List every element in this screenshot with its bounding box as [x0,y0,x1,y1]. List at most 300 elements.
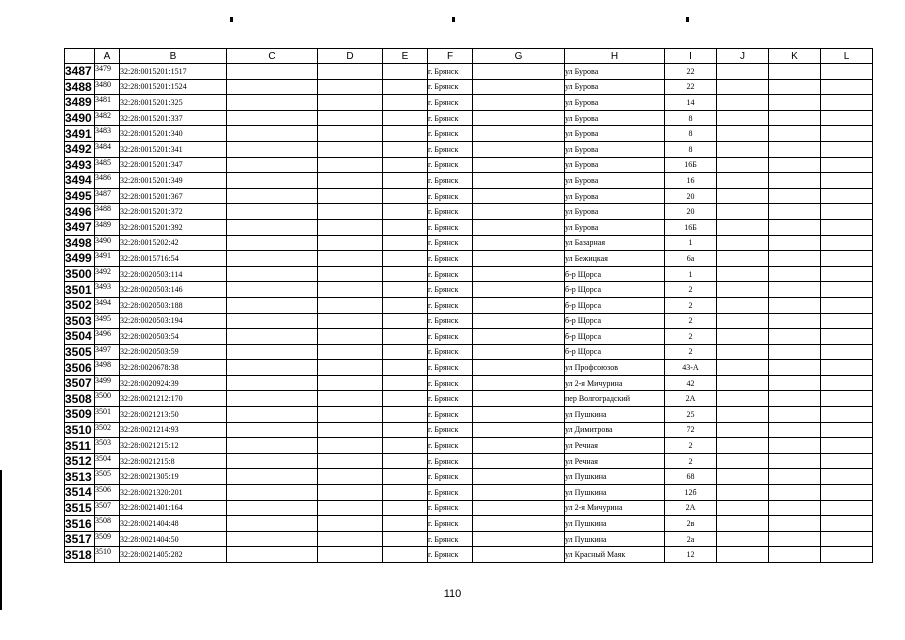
cell-i: 1 [665,235,717,251]
cell-e [383,329,428,345]
row-number: 3517 [65,531,95,547]
column-header-f: F [428,49,473,64]
cell-h: ул Речная [565,438,665,454]
table-row [65,251,873,267]
table-row [65,79,873,95]
row-number: 3497 [65,219,95,235]
cell-c [227,282,318,298]
table-row [65,344,873,360]
corner-cell [65,49,95,64]
cell-d [318,235,383,251]
table-row [65,282,873,298]
cell-k [769,547,821,563]
cell-g [473,375,565,391]
cell-j [717,110,769,126]
row-number: 3508 [65,391,95,407]
cell-j [717,531,769,547]
cell-e [383,110,428,126]
cell-b: 32:28:0020503:59 [120,344,227,360]
cell-l [821,157,873,173]
cell-j [717,188,769,204]
cell-i: 2а [665,531,717,547]
cell-i: 43-А [665,360,717,376]
cell-b: 32:28:0021214:93 [120,422,227,438]
cell-l [821,79,873,95]
cell-e [383,344,428,360]
row-number: 3501 [65,282,95,298]
cell-h: ул 2-я Мичурина [565,375,665,391]
cell-k [769,344,821,360]
cell-f: г. Брянск [428,469,473,485]
cell-a: 3492 [95,266,120,282]
cell-g [473,126,565,142]
column-header-h: H [565,49,665,64]
cell-g [473,204,565,220]
cell-g [473,79,565,95]
cell-c [227,297,318,313]
row-number: 3503 [65,313,95,329]
cell-d [318,79,383,95]
cell-d [318,500,383,516]
cell-c [227,157,318,173]
cell-g [473,173,565,189]
cell-f: г. Брянск [428,173,473,189]
cell-g [473,469,565,485]
cell-j [717,251,769,267]
cell-e [383,266,428,282]
row-number: 3495 [65,188,95,204]
cell-k [769,266,821,282]
cell-l [821,485,873,501]
cell-i: 16Б [665,157,717,173]
cell-b: 32:28:0020503:194 [120,313,227,329]
cell-j [717,360,769,376]
cell-h: ул Бурова [565,141,665,157]
cell-i: 16Б [665,219,717,235]
cell-k [769,251,821,267]
cell-k [769,485,821,501]
cell-d [318,95,383,111]
cell-a: 3500 [95,391,120,407]
cell-f: г. Брянск [428,282,473,298]
cell-g [473,219,565,235]
cell-h: ул Пушкина [565,516,665,532]
cell-g [473,141,565,157]
cell-h: б-р Щорса [565,344,665,360]
cell-b: 32:28:0020503:146 [120,282,227,298]
cell-i: 22 [665,64,717,80]
cell-a: 3481 [95,95,120,111]
cell-k [769,235,821,251]
mark-dot-1 [230,17,233,22]
cell-k [769,375,821,391]
cell-j [717,391,769,407]
cell-b: 32:28:0021320:201 [120,485,227,501]
cell-b: 32:28:0015201:372 [120,204,227,220]
column-header-c: C [227,49,318,64]
table-row [65,438,873,454]
cell-a: 3508 [95,516,120,532]
cell-e [383,64,428,80]
table-row [65,188,873,204]
cell-e [383,157,428,173]
column-header-row [65,49,873,64]
cell-i: 20 [665,188,717,204]
cell-j [717,469,769,485]
cell-d [318,375,383,391]
cell-i: 12б [665,485,717,501]
cell-c [227,391,318,407]
row-number: 3505 [65,344,95,360]
cell-g [473,313,565,329]
row-number: 3493 [65,157,95,173]
cell-l [821,235,873,251]
cell-e [383,531,428,547]
cell-h: ул Пушкина [565,407,665,423]
cell-a: 3507 [95,500,120,516]
table-row [65,407,873,423]
cell-e [383,547,428,563]
cell-a: 3487 [95,188,120,204]
column-header-l: L [821,49,873,64]
row-number: 3490 [65,110,95,126]
cell-d [318,297,383,313]
column-header-k: K [769,49,821,64]
cell-c [227,173,318,189]
cell-b: 32:28:0021401:164 [120,500,227,516]
cell-d [318,64,383,80]
cell-l [821,547,873,563]
row-number: 3518 [65,547,95,563]
cell-c [227,422,318,438]
cell-h: ул Речная [565,453,665,469]
cell-b: 32:28:0021215:12 [120,438,227,454]
column-header-i: I [665,49,717,64]
cell-c [227,204,318,220]
cell-i: 8 [665,141,717,157]
cell-k [769,282,821,298]
cell-j [717,204,769,220]
cell-f: г. Брянск [428,360,473,376]
cell-b: 32:28:0015201:349 [120,173,227,189]
table-row [65,375,873,391]
cell-j [717,407,769,423]
cell-i: 2 [665,297,717,313]
cell-i: 2в [665,516,717,532]
cell-b: 32:28:0021212:170 [120,391,227,407]
row-number: 3516 [65,516,95,532]
cell-f: г. Брянск [428,407,473,423]
cell-d [318,453,383,469]
cell-d [318,173,383,189]
cell-b: 32:28:0021404:50 [120,531,227,547]
cell-i: 8 [665,110,717,126]
cell-h: ул Бурова [565,126,665,142]
cell-c [227,313,318,329]
cell-b: 32:28:0015201:341 [120,141,227,157]
cell-c [227,407,318,423]
cell-a: 3505 [95,469,120,485]
cell-c [227,469,318,485]
cell-h: ул Красный Маяк [565,547,665,563]
cell-d [318,219,383,235]
table-row [65,157,873,173]
cell-e [383,391,428,407]
cell-k [769,188,821,204]
cell-b: 32:28:0021405:282 [120,547,227,563]
cell-f: г. Брянск [428,64,473,80]
cell-i: 2А [665,500,717,516]
cell-k [769,438,821,454]
cell-h: ул Бурова [565,173,665,189]
table-row [65,204,873,220]
row-number: 3500 [65,266,95,282]
cell-j [717,173,769,189]
cell-b: 32:28:0020503:54 [120,329,227,345]
cell-d [318,407,383,423]
cell-l [821,219,873,235]
cell-k [769,204,821,220]
cell-h: ул Пушкина [565,531,665,547]
cell-j [717,282,769,298]
cell-g [473,251,565,267]
cell-e [383,453,428,469]
cell-g [473,344,565,360]
cell-e [383,516,428,532]
row-number: 3496 [65,204,95,220]
table-row [65,485,873,501]
cell-c [227,219,318,235]
cell-c [227,251,318,267]
cell-e [383,126,428,142]
cell-j [717,375,769,391]
cell-e [383,407,428,423]
cell-c [227,438,318,454]
cell-h: б-р Щорса [565,313,665,329]
cell-i: 25 [665,407,717,423]
cell-a: 3488 [95,204,120,220]
cell-e [383,95,428,111]
cell-a: 3498 [95,360,120,376]
cell-d [318,422,383,438]
cell-b: 32:28:0020503:188 [120,297,227,313]
mark-dot-2 [452,17,455,22]
row-number: 3514 [65,485,95,501]
cell-f: г. Брянск [428,95,473,111]
cell-j [717,344,769,360]
cell-f: г. Брянск [428,297,473,313]
cell-g [473,453,565,469]
cell-a: 3495 [95,313,120,329]
table-row [65,219,873,235]
cell-d [318,531,383,547]
cell-b: 32:28:0015201:1517 [120,64,227,80]
cell-d [318,313,383,329]
cell-d [318,516,383,532]
cell-d [318,110,383,126]
cell-c [227,360,318,376]
cell-g [473,391,565,407]
cell-d [318,204,383,220]
cell-l [821,500,873,516]
cell-i: 8 [665,126,717,142]
cell-l [821,95,873,111]
table-row [65,422,873,438]
row-number: 3510 [65,422,95,438]
cell-k [769,157,821,173]
cell-j [717,422,769,438]
cell-l [821,375,873,391]
cell-c [227,485,318,501]
cell-i: 12 [665,547,717,563]
cell-b: 32:28:0015202:42 [120,235,227,251]
cell-i: 72 [665,422,717,438]
cell-c [227,79,318,95]
table-row [65,297,873,313]
cell-c [227,453,318,469]
cell-i: 14 [665,95,717,111]
table-row [65,329,873,345]
cell-l [821,204,873,220]
row-number: 3515 [65,500,95,516]
row-number: 3507 [65,375,95,391]
row-number: 3511 [65,438,95,454]
cell-f: г. Брянск [428,516,473,532]
cell-g [473,235,565,251]
cell-e [383,297,428,313]
table-row [65,64,873,80]
column-header-j: J [717,49,769,64]
cell-l [821,126,873,142]
cell-h: ул Бурова [565,204,665,220]
cell-d [318,344,383,360]
cell-k [769,313,821,329]
cell-j [717,547,769,563]
cell-a: 3482 [95,110,120,126]
cell-d [318,391,383,407]
cell-i: 2А [665,391,717,407]
cell-g [473,266,565,282]
cell-h: б-р Щорса [565,266,665,282]
cell-i: 2 [665,282,717,298]
cell-k [769,329,821,345]
cell-f: г. Брянск [428,141,473,157]
cell-l [821,516,873,532]
cell-l [821,531,873,547]
row-number: 3506 [65,360,95,376]
cell-a: 3493 [95,282,120,298]
cell-c [227,126,318,142]
cell-j [717,95,769,111]
cell-d [318,126,383,142]
cell-f: г. Брянск [428,313,473,329]
row-number: 3513 [65,469,95,485]
cell-l [821,422,873,438]
cell-k [769,141,821,157]
cell-g [473,329,565,345]
cell-a: 3480 [95,79,120,95]
cell-j [717,266,769,282]
cell-k [769,453,821,469]
cell-e [383,251,428,267]
cell-a: 3497 [95,344,120,360]
cell-g [473,531,565,547]
cell-c [227,188,318,204]
cell-e [383,235,428,251]
cell-k [769,407,821,423]
cell-b: 32:28:0020924:39 [120,375,227,391]
cell-h: ул Бурова [565,64,665,80]
cell-b: 32:28:0015201:1524 [120,79,227,95]
table-row [65,391,873,407]
table-row [65,173,873,189]
cell-e [383,422,428,438]
cell-f: г. Брянск [428,485,473,501]
cell-a: 3502 [95,422,120,438]
cell-l [821,64,873,80]
cell-a: 3491 [95,251,120,267]
cell-f: г. Брянск [428,204,473,220]
column-header-b: B [120,49,227,64]
cell-c [227,235,318,251]
cell-l [821,329,873,345]
cell-e [383,141,428,157]
cell-h: ул 2-я Мичурина [565,500,665,516]
cell-l [821,391,873,407]
cell-f: г. Брянск [428,157,473,173]
cell-f: г. Брянск [428,547,473,563]
cell-a: 3499 [95,375,120,391]
cell-k [769,469,821,485]
cell-c [227,531,318,547]
cell-j [717,500,769,516]
cell-f: г. Брянск [428,126,473,142]
cell-d [318,141,383,157]
cell-h: ул Бурова [565,110,665,126]
cell-f: г. Брянск [428,438,473,454]
cell-g [473,157,565,173]
cell-j [717,485,769,501]
cell-e [383,485,428,501]
row-number: 3491 [65,126,95,142]
table-row [65,453,873,469]
cell-i: 2 [665,313,717,329]
cell-g [473,95,565,111]
cell-b: 32:28:0015201:367 [120,188,227,204]
table-row [65,547,873,563]
table-row [65,266,873,282]
cell-e [383,188,428,204]
cell-e [383,438,428,454]
row-number: 3488 [65,79,95,95]
cell-l [821,266,873,282]
cell-i: 16 [665,173,717,189]
cell-b: 32:28:0021404:48 [120,516,227,532]
cell-a: 3506 [95,485,120,501]
cell-l [821,469,873,485]
page-number: 110 [443,588,462,600]
cell-a: 3496 [95,329,120,345]
cell-l [821,251,873,267]
cell-d [318,266,383,282]
cell-f: г. Брянск [428,79,473,95]
cell-c [227,344,318,360]
cell-j [717,313,769,329]
cell-k [769,64,821,80]
cell-j [717,141,769,157]
cell-a: 3489 [95,219,120,235]
cell-k [769,500,821,516]
